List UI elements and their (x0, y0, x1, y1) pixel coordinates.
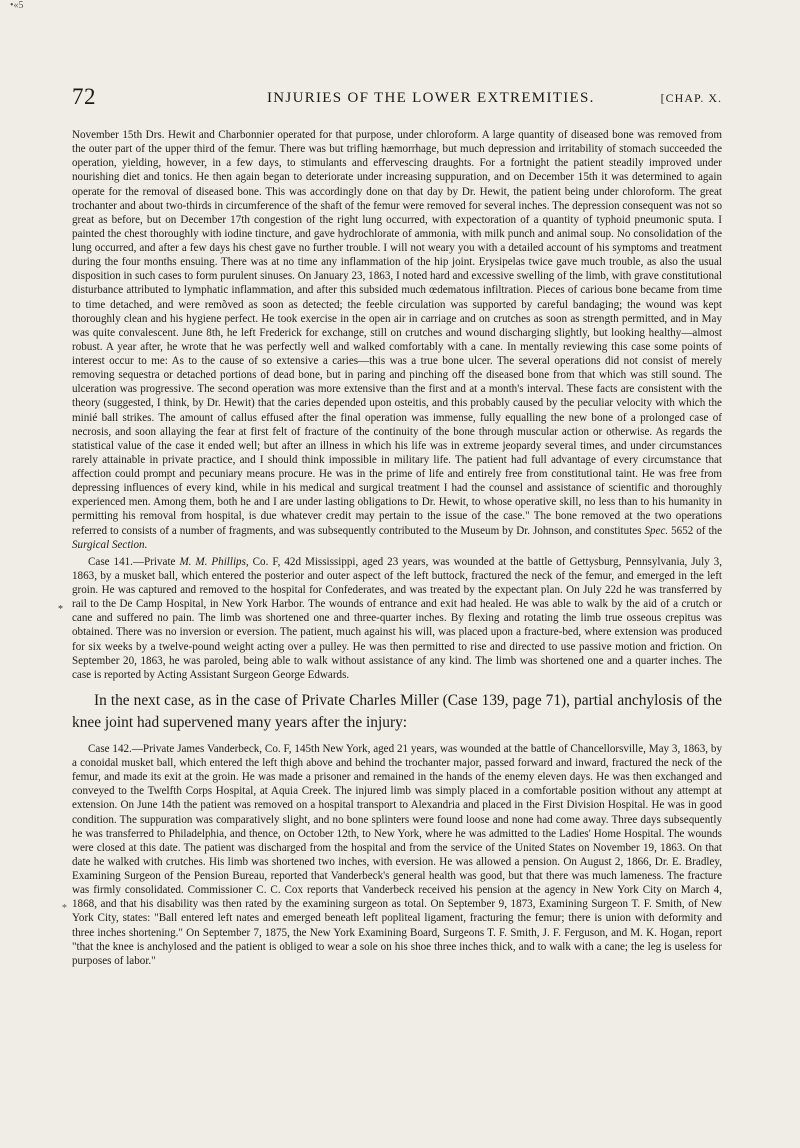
paragraph-text-mid: 5652 of the (668, 524, 722, 537)
spec-label: Spec. (644, 524, 669, 537)
case-141-heading: Case 141.—Private (88, 555, 180, 568)
running-title: INJURIES OF THE LOWER EXTREMITIES. (267, 90, 595, 106)
case-141-text: Co. F, 42d Mississippi, aged 23 years, was wounded at the battle of Gettysburg, Pennsylvania, July 3, 1863, by a musket ball, which entered the posterior and outer aspect of the left buttock, fractured the neck of the femur, and emerged in the left groin. He was captured and removed to the hospital for Confederates, and was treated by the expectant plan. On July 22d he was transferred by rail to the De Camp Hospital, in New York Harbor. The wounds of entrance and exit had healed. He was able to walk by the aid of a crutch or cane and suffered no pain. The limb was shortened one and three-quarter inches. By flexing and rotating the limb true osseous crepitus was obtained. There was no inversion or eversion. The patient, much against his will, was placed upon a fracture-bed, where extension was produced for six weeks by a twelve-pound weight acting over a pulley. He was then permitted to rise and directed to use passive motion and friction. On September 20, 1863, he was paroled, being able to walk without assistance of any kind. The limb was shortened one and a quarter inches. The case is reported by Acting Assistant Surgeon George Edwards. (72, 555, 723, 681)
paragraph-continued (72, 128, 722, 552)
corner-mark: •«5 (10, 0, 24, 11)
running-header (72, 84, 722, 114)
patient-name: M. M. Phillips, (179, 555, 249, 568)
intro-paragraph: In the next case, as in the case of Private Charles Miller (Case 139, page 71), partial anchylosis of the knee joint had supervened many years after the injury: (72, 691, 722, 731)
page-number: 72 (72, 84, 96, 109)
page-body (72, 128, 722, 968)
section-label: Surgical Section. (72, 538, 148, 551)
case-141-paragraph (72, 555, 722, 682)
chapter-label: [CHAP. X. (660, 91, 722, 105)
case-142-paragraph: Case 142.—Private James Vanderbeck, Co. F, 145th New York, aged 21 years, was wounded at the battle of Chancellorsville, May 3, 1863, by a conoidal musket ball, which entered the left thigh above and behind the trochanter major, passed forward and inward, fractured the neck of the femur, and made its exit at the groin. He was made a prisoner and remained in the hands of the enemy eleven days. He was then exchanged and conveyed to the Twelfth Corps Hospital, at Aquia Creek. The injured limb was simply placed in a comfortable position without any attempt at extension. On June 14th the patient was removed on a hospital transport to Alexandria and placed in the First Division Hospital. He was in good condition. The suppuration was comparatively slight, and no bone splinters were found loose and none had come away. Three days subsequently he was transferred to Philadelphia, and thence, on October 12th, to New York, where he was admitted to the Ladies' Home Hospital. The wounds were closed at this date. The patient was discharged from the hospital and from the service of the United States on November 19, 1863. On that date he walked with crutches. His limb was shortened two inches, with eversion. He was allowed a pension. On August 2, 1866, Dr. E. Bradley, Examining Surgeon of the Pension Bureau, reported that Vanderbeck's general health was good, but that there was much lameness. The fracture was firmly consolidated. Commissioner C. C. Cox reports that Vanderbeck received his pension at the agency in New York City on March 4, 1868, and that his disability was then rated by the examining surgeon as total. On September 9, 1873, Examining Surgeon T. F. Smith, of New York City, states: "Ball entered left nates and emerged beneath left popliteal ligament, fracturing the femur; there is union with deformity and three inches shortening." On September 7, 1875, the New York Examining Board, Surgeons T. F. Smith, J. F. Ferguson, and M. K. Hogan, report "that the knee is anchylosed and the patient is obliged to wear a sole on his shoe three inches thick, and to walk with a cane; the leg is useless for purposes of labor." (72, 742, 722, 967)
margin-mark: * (58, 604, 63, 615)
paragraph-text: November 15th Drs. Hewit and Charbonnier operated for that purpose, under chloroform. A large quantity of diseased bone was removed from the outer part of the upper third of the femur. There was but trifling hæmorrhage, but much depression and irritability of stomach succeeded the operation, yielding, however, in a few days, to stimulants and effervescing draughts. For a fortnight the patient steadily improved under nourishing diet and tonics. He then again began to deteriorate under increasing suppuration, and on December 15th it was determined to again operate for the removal of diseased bone. This was accordingly done on that day by Dr. Hewit, the patient being under chloroform. The great trochanter and about two-thirds in circumference of the shaft of the femur were removed for several inches. The depression consequent was not so great as before, but on December 17th congestion of the right lung occurred, with expectoration of a quantity of typhoid pneumonic sputa. I painted the chest thoroughly with iodine tincture, and gave hydrochlorate of ammonia, with milk punch and animal soup. No consolidation of the lung occurred, and after a few days his chest gave no further trouble. I will not weary you with a detailed account of his symptoms and treatment during the four months ensuing. There was at no time any inflammation of the hip joint. Erysipelas twice gave much trouble, as also the usual disposition in such cases to form purulent sinuses. On January 23, 1863, I noted hard and excessive swelling of the limb, with grave constitutional disturbance attributed to lymphatic inflammation, and after this subsided much œdematous infiltration. Pieces of carious bone became from time to time detached, and were remõved as soon as detected; the feeble circulation was supported by careful bandaging; the wound was kept thoroughly clean and his hygiene perfect. He took exercise in the open air in carriage and on crutches as soon as strength permitted, and in May was quite convalescent. June 8th, he left Frederick for exchange, still on crutches and wound discharging slightly, but looking healthy—almost robust. A year after, he wrote that he was perfectly well and walked comfortably with a cane. In mentally reviewing this case some points of interest occur to me: As to the cause of so extensive a caries—this was a true bone ulcer. The several operations did not consist of merely removing sequestra or detached portions of dead bone, but in paring and pinching off the diseased bone from that which was still sound. The ulceration was progressive. The second operation was more extensive than the first and at a month's interval. These facts are consistent with the theory (suggested, I think, by Dr. Hewit) that the caries depended upon osteitis, and this probably caused by the peculiar velocity with which the minié ball strikes. The amount of callus effused after the final operation was immense, fully equalling the new bone of a prolonged case of necrosis, and soon allaying the fear at first felt of fracture of the continuity of the bone through muscular action or otherwise. As regards the statistical value of the case it ended well; but after an illness in which his life was in extreme jeopardy several times, and under circumstances rarely attainable in private practice, and I should think impossible in military life. The patient had full advantage of every circumstance that affection could prompt and pecuniary means procure. He was in the prime of life and entirely free from constitutional taint. He was free from depressing influences of every kind, while in his medical and surgical treatment I had the counsel and assistance of scientific and thoroughly experienced men. Among them, both he and I are under lasting obligations to Dr. Hewit, to whose operative skill, no less than to his humanity in permitting his removal from hospital, is due whatever credit may pertain to the issue of the case." The bone removed at the two operations referred to consists of a number of fragments, and was subsequently contributed to the Museum by Dr. Johnson, and constitutes (72, 129, 722, 537)
margin-mark-2: * (62, 903, 67, 914)
